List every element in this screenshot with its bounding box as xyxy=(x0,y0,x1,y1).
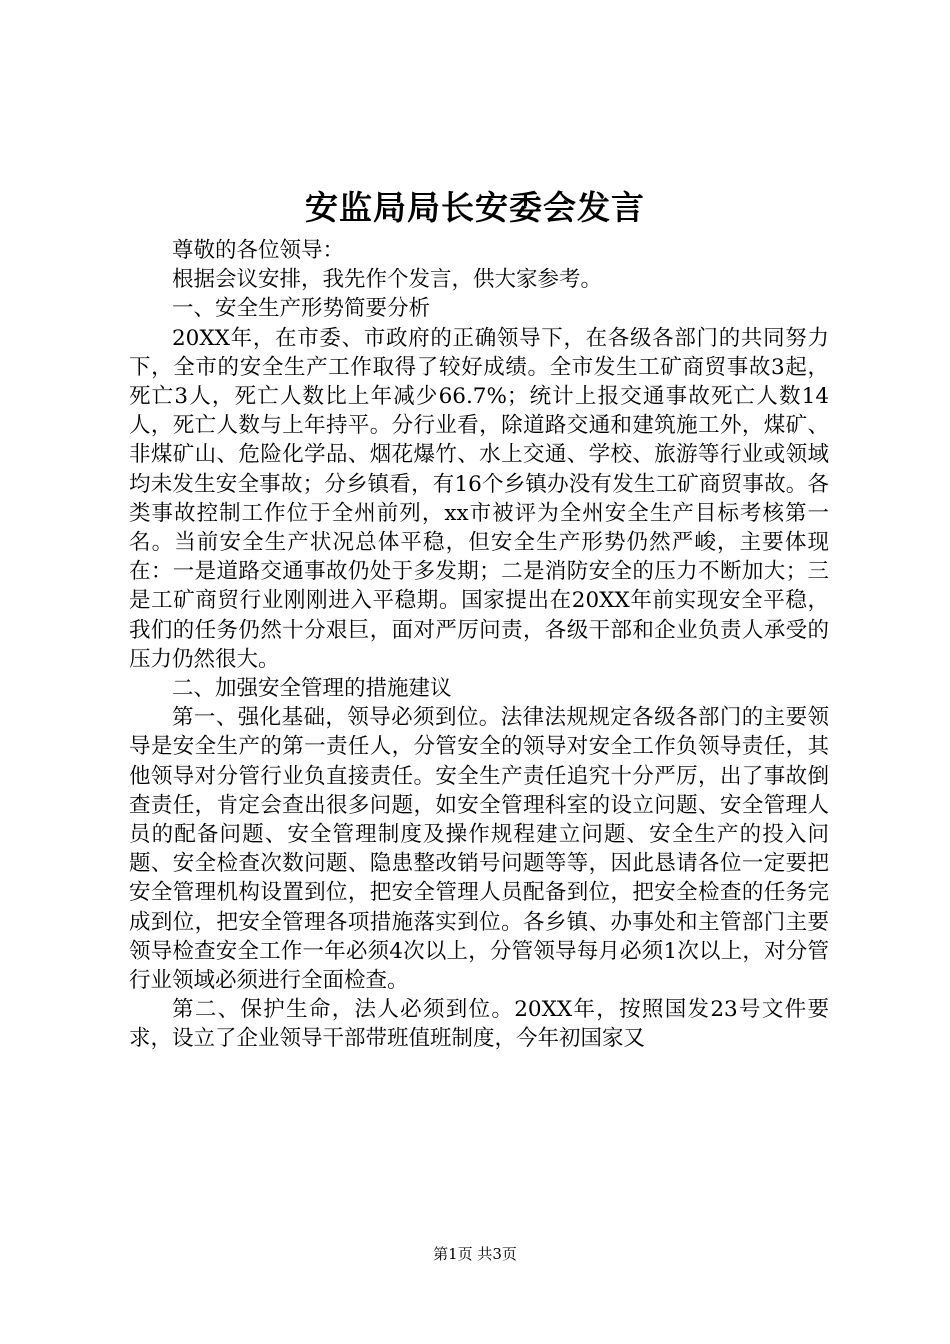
measure-two-paragraph: 第二、保护生命，法人必须到位。20XX年，按照国发23号文件要求，设立了企业领导干部带班值班制度，今年初国家又 xyxy=(129,997,829,1052)
section-heading-2: 二、加强安全管理的措施建议 xyxy=(172,676,452,702)
salutation-paragraph: 尊敬的各位领导： xyxy=(172,238,345,263)
document-body xyxy=(129,236,829,1054)
situation-analysis-paragraph: 20XX年，在市委、市政府的正确领导下，在各级各部门的共同努力下，全市的安全生产工作取得了较好成绩。全市发生工矿商贸事故3起，死亡3人，死亡人数比上年减少66.7%；统计上报交通事故死亡人数14人，死亡人数与上年持平。分行业看，除道路交通和建筑施工外，煤矿、非煤矿山、危险化学品、烟花爆竹、水上交通、学校、旅游等行业或领域均未发生安全事故；分乡镇看，有16个乡镇办没有发生工矿商贸事故。各类事故控制工作位于全州前列，xx市被评为全州安全生产目标考核第一名。当前安全生产状况总体平稳，但安全生产形势仍然严峻，主要体现在：一是道路交通事故仍处于多发期；二是消防安全的压力不断加大；三是工矿商贸行业刚刚进入平稳期。国家提出在20XX年前实现安全平稳，我们的任务仍然十分艰巨，面对严厉问责，各级干部和企业负责人承受的压力仍然很大。 xyxy=(129,325,829,672)
page-footer: 第1页 共3页 xyxy=(433,1245,517,1263)
document-title: 安监局局长安委会发言 xyxy=(305,188,645,227)
measure-one-paragraph: 第一、强化基础，领导必须到位。法律法规规定各级各部门的主要领导是安全生产的第一责任人，分管安全的领导对安全工作负领导责任，其他领导对分管行业负直接责任。安全生产责任追究十分严厉，出了事故倒查责任，肯定会查出很多问题，如安全管理科室的设立问题、安全管理人员的配备问题、安全管理制度及操作规程建立问题、安全生产的投入问题、安全检查次数问题、隐患整改销号问题等等，因此恳请各位一定要把安全管理机构设置到位，把安全管理人员配备到位，把安全检查的任务完成到位，把安全管理各项措施落实到位。各乡镇、办事处和主管部门主要领导检查安全工作一年必须4次以上，分管领导每月必须1次以上，对分管行业领域必须进行全面检查。 xyxy=(129,705,829,994)
section-heading-1: 一、安全生产形势简要分析 xyxy=(172,296,431,322)
intro-paragraph: 根据会议安排，我先作个发言，供大家参考。 xyxy=(172,267,603,293)
